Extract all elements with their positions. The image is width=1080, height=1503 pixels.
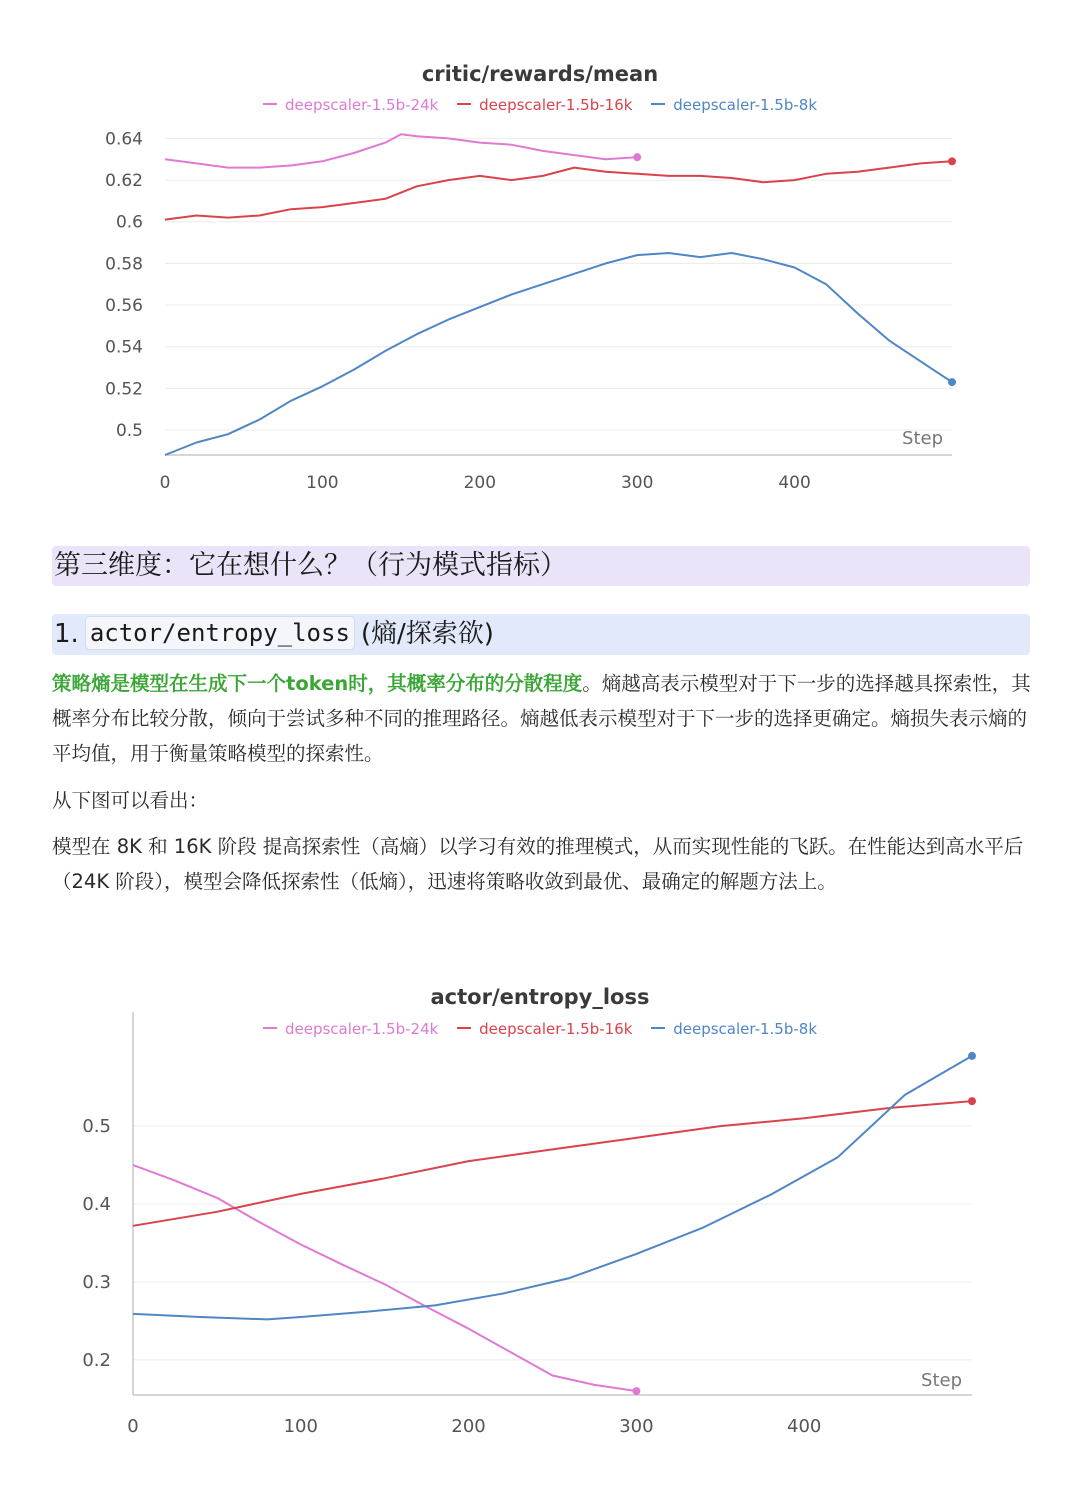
legend-label: deepscaler-1.5b-24k xyxy=(284,1020,439,1038)
rewards-chart xyxy=(0,0,1080,510)
x-tick-label: 400 xyxy=(778,473,811,493)
y-tick-label: 0.56 xyxy=(105,296,143,317)
x-tick-label: 400 xyxy=(787,1416,822,1437)
series-end-point xyxy=(633,153,641,161)
y-tick-label: 0.5 xyxy=(115,421,143,442)
paragraph-definition xyxy=(52,666,1032,771)
y-tick-label: 0.54 xyxy=(105,337,143,358)
series-line xyxy=(165,134,637,167)
subsection-suffix: (熵/探索欲) xyxy=(360,619,494,649)
paragraph-conclusion: 模型在 8K 和 16K 阶段 提高探索性（高熵）以学习有效的推理模式，从而实现性能的飞跃。在性能达到高水平后（24K 阶段），模型会降低探索性（低熵），迅速将策略收敛到最优、最确定的解题方法上。 xyxy=(52,835,1024,893)
x-tick-label: 300 xyxy=(619,1416,654,1437)
legend-label: deepscaler-1.5b-8k xyxy=(673,1020,818,1038)
y-tick-label: 0.64 xyxy=(105,129,143,150)
paragraph-intro: 从下图可以看出： xyxy=(52,789,209,812)
x-tick-label: 0 xyxy=(127,1416,139,1437)
legend-label: deepscaler-1.5b-16k xyxy=(479,96,633,114)
paragraph-text: 。熵越高表示模型对于下一步的选择越具探索性，其概率分布比较分散，倾向于尝试多种不同的推理路径。熵越低表示模型对于下一步的选择更确定。熵损失表示熵的平均值，用于衡量策略模型的探索性。 xyxy=(52,672,1031,765)
subsection-number: 1. xyxy=(54,619,79,649)
x-axis-label: Step xyxy=(902,428,943,449)
entropy-chart-plot[interactable] xyxy=(0,960,1080,1480)
entropy-chart xyxy=(0,960,1080,1480)
grid xyxy=(165,138,952,430)
series-line xyxy=(133,1101,972,1226)
subsection-title xyxy=(52,614,1030,655)
grid xyxy=(133,1126,972,1360)
y-tick-label: 0.3 xyxy=(82,1271,111,1293)
series-end-point xyxy=(948,378,956,386)
series-end-point xyxy=(968,1052,976,1060)
x-tick-label: 100 xyxy=(306,473,339,493)
series-line xyxy=(165,253,952,455)
y-tick-label: 0.58 xyxy=(105,254,143,275)
x-tick-label: 0 xyxy=(159,473,171,493)
section-title: 第三维度：它在想什么？（行为模式指标） xyxy=(52,546,1030,586)
series-line xyxy=(133,1165,636,1391)
series-end-point xyxy=(632,1387,640,1395)
y-tick-label: 0.62 xyxy=(105,171,143,192)
series-end-point xyxy=(948,157,956,165)
x-tick-label: 200 xyxy=(451,1416,486,1437)
y-tick-label: 0.52 xyxy=(105,379,143,400)
legend-label: deepscaler-1.5b-24k xyxy=(284,96,439,114)
chart-title: critic/rewards/mean xyxy=(421,62,659,86)
legend-label: deepscaler-1.5b-16k xyxy=(479,1020,633,1038)
y-tick-label: 0.2 xyxy=(82,1349,111,1371)
x-tick-label: 100 xyxy=(283,1416,318,1437)
legend-label: deepscaler-1.5b-8k xyxy=(673,96,818,114)
rewards-chart-plot[interactable] xyxy=(0,0,1080,510)
y-tick-label: 0.6 xyxy=(115,212,143,233)
x-tick-label: 200 xyxy=(463,473,497,493)
y-tick-label: 0.5 xyxy=(82,1116,111,1138)
chart-title: actor/entropy_loss xyxy=(430,985,650,1009)
series-line xyxy=(165,161,952,219)
code-metric-name: actor/entropy_loss xyxy=(85,616,355,650)
series-line xyxy=(133,1056,972,1320)
series-end-point xyxy=(968,1097,976,1105)
y-tick-label: 0.4 xyxy=(82,1194,111,1216)
x-axis-label: Step xyxy=(921,1370,962,1391)
x-tick-label: 300 xyxy=(620,473,654,493)
highlight-text: 策略熵是模型在生成下一个token时，其概率分布的分散程度 xyxy=(52,672,583,695)
